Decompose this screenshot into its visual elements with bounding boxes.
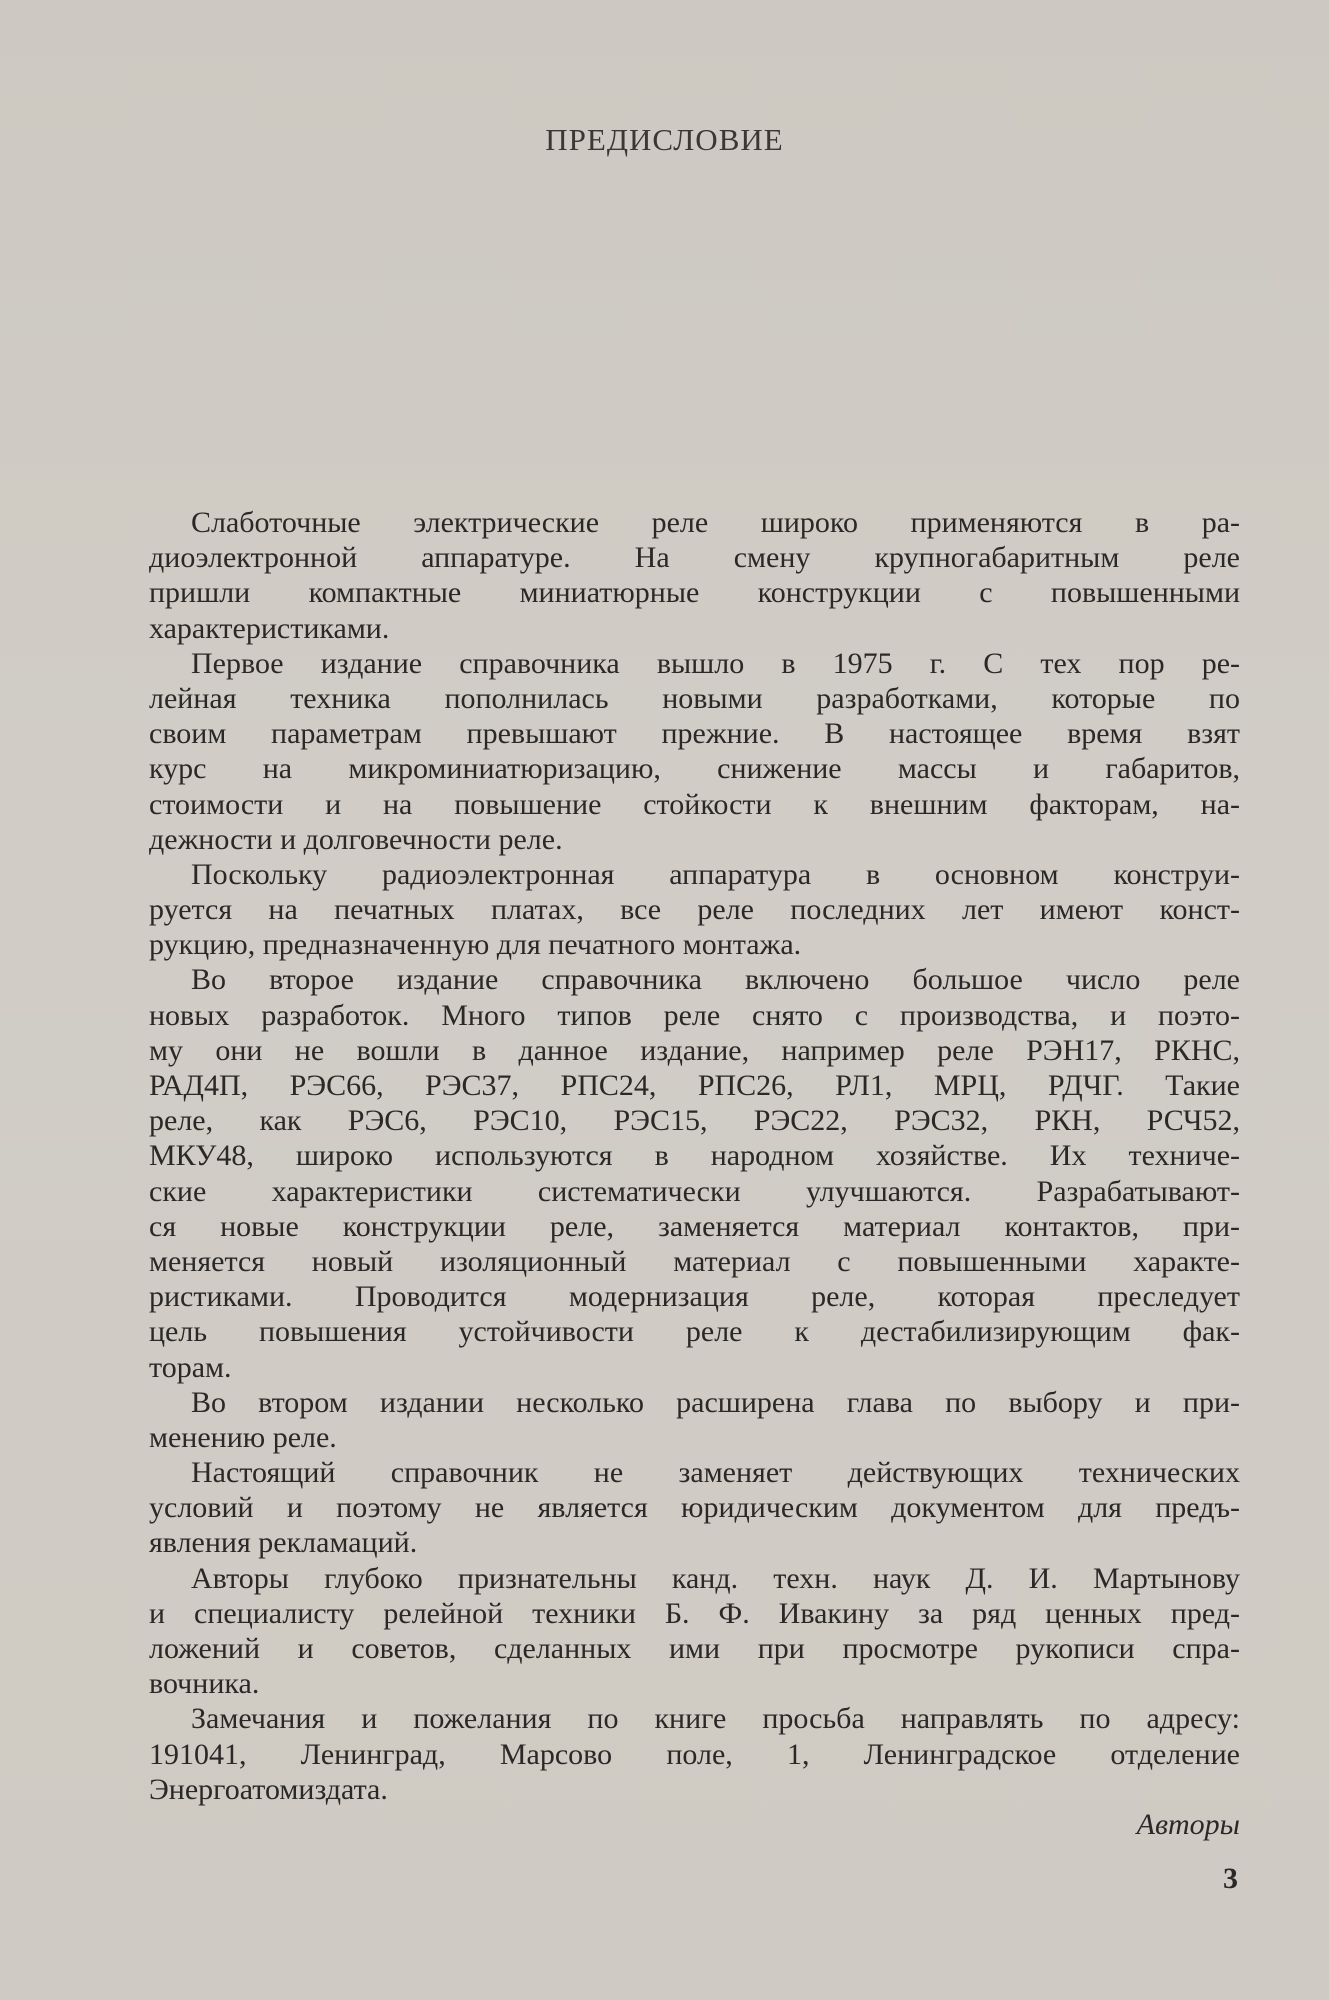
text-line: ся новые конструкции реле, заменяется материал контактов, при-	[149, 1209, 1240, 1243]
text-line: пришли компактные миниатюрные конструкции с повышенными	[149, 576, 1240, 610]
text-line: меняется новый изоляционный материал с повышенными характе-	[149, 1244, 1240, 1278]
text-line: вочника.	[149, 1667, 260, 1701]
text-line: ристиками. Проводится модернизация реле, которая преследует	[149, 1280, 1240, 1314]
paragraph	[149, 505, 1240, 646]
text-line: явления рекламаций.	[149, 1526, 418, 1560]
preface-body	[149, 505, 1240, 1807]
text-line: му они не вошли в данное издание, например реле РЭН17, РКНС,	[149, 1033, 1240, 1067]
paragraph	[149, 962, 1240, 1384]
text-line: ложений и советов, сделанных ими при просмотре рукописи спра-	[149, 1632, 1240, 1665]
text-line: Авторы глубоко признательны канд. техн. наук Д. И. Мартынову	[191, 1561, 1240, 1595]
text-line: РАД4П, РЭС66, РЭС37, РПС24, РПС26, РЛ1, МРЦ, РДЧГ. Такие	[149, 1069, 1240, 1102]
text-line: диоэлектронной аппаратуре. На смену крупногабаритным реле	[149, 541, 1240, 575]
signature: Авторы	[1136, 1808, 1240, 1841]
text-line: Замечания и пожелания по книге просьба направлять по адресу:	[191, 1702, 1240, 1736]
text-line: и специалисту релейной техники Б. Ф. Ивакину за ряд ценных пред-	[149, 1596, 1240, 1630]
text-line: 191041, Ленинград, Марсово поле, 1, Ленинградское отделение	[149, 1737, 1240, 1771]
text-line: дежности и долговечности реле.	[149, 822, 563, 856]
text-line: реле, как РЭС6, РЭС10, РЭС15, РЭС22, РЭС32, РКН, РСЧ52,	[149, 1104, 1240, 1138]
text-line: курс на микроминиатюризацию, снижение массы и габаритов,	[149, 752, 1240, 786]
text-line: менению реле.	[149, 1420, 337, 1454]
text-line: характеристиками.	[149, 611, 390, 645]
text-line: рукцию, предназначенную для печатного монтажа.	[149, 928, 802, 962]
text-line: руется на печатных платах, все реле последних лет имеют конст-	[149, 893, 1240, 927]
text-line: Во втором издании несколько расширена глава по выбору и при-	[191, 1385, 1240, 1419]
text-line: Настоящий справочник не заменяет действующих технических	[191, 1456, 1240, 1490]
text-line: Во второе издание справочника включено большое число реле	[191, 963, 1240, 997]
text-line: своим параметрам превышают прежние. В настоящее время взят	[149, 717, 1240, 751]
paragraph	[149, 1385, 1240, 1455]
text-line: новых разработок. Много типов реле снято с производства, и поэто-	[149, 998, 1240, 1032]
paragraph	[149, 857, 1240, 963]
paragraph	[149, 1455, 1240, 1561]
text-line: Энергоатомиздата.	[149, 1772, 388, 1806]
text-line: МКУ48, широко используются в народном хозяйстве. Их техниче-	[149, 1139, 1240, 1173]
text-line: торам.	[149, 1350, 232, 1384]
text-line: Слаботочные электрические реле широко применяются в ра-	[191, 506, 1240, 539]
paragraph	[149, 1561, 1240, 1702]
paragraph	[149, 1701, 1240, 1807]
text-line: условий и поэтому не является юридическим документом для предъ-	[149, 1491, 1240, 1525]
page-title: ПРЕДИСЛОВИЕ	[545, 122, 784, 157]
text-line: ские характеристики систематически улучшаются. Разрабатывают-	[149, 1174, 1240, 1208]
text-line: Поскольку радиоэлектронная аппаратура в основном конструи-	[191, 857, 1240, 891]
paragraph	[149, 646, 1240, 857]
text-line: стоимости и на повышение стойкости к внешним факторам, на-	[149, 787, 1240, 821]
text-line: лейная техника пополнилась новыми разработками, которые по	[149, 681, 1240, 715]
text-line: Первое издание справочника вышло в 1975 г. С тех пор ре-	[191, 646, 1240, 680]
text-line: цель повышения устойчивости реле к дестабилизирующим фак-	[149, 1315, 1240, 1349]
page-number: 3	[1223, 1862, 1238, 1895]
